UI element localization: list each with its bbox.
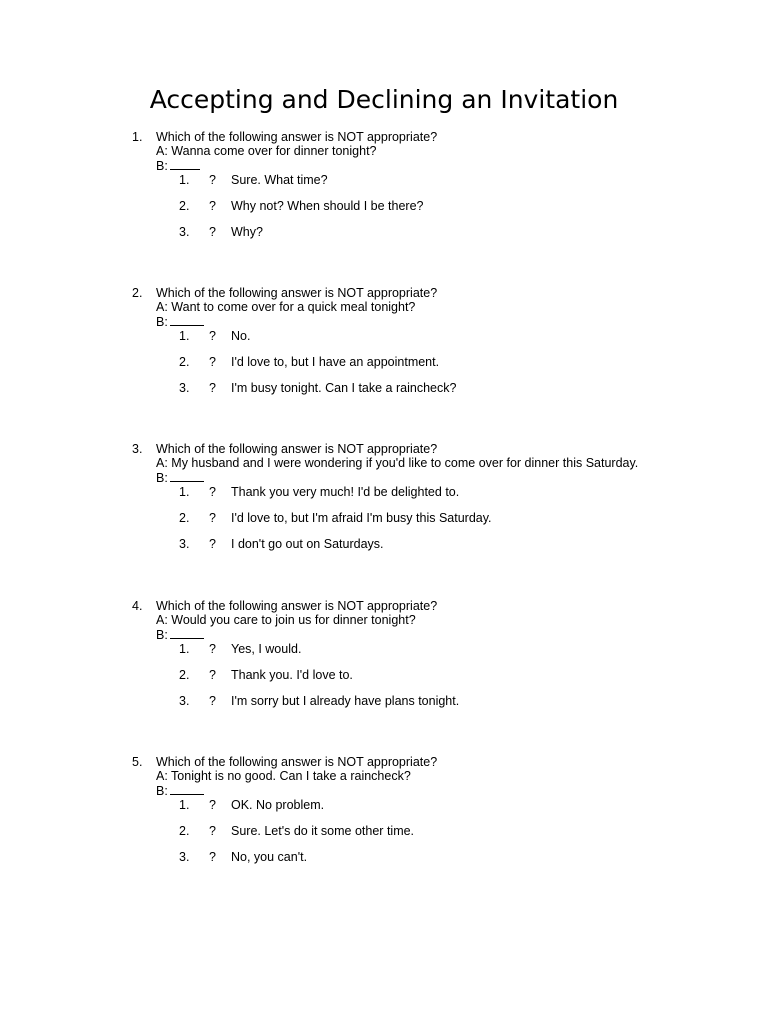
option-text: I'm busy tonight. Can I take a raincheck?: [231, 381, 457, 395]
speaker-a-line: A: Would you care to join us for dinner tonight?: [156, 613, 416, 627]
answer-blank[interactable]: [170, 158, 200, 170]
question-1: [0, 130, 768, 280]
option-marker: ?: [209, 511, 216, 525]
answer-option[interactable]: [0, 798, 768, 814]
answer-option[interactable]: [0, 225, 768, 241]
speaker-b-line: [156, 314, 204, 329]
option-marker: ?: [209, 329, 216, 343]
speaker-b-label: B:: [156, 159, 168, 173]
speaker-b-label: B:: [156, 315, 168, 329]
answer-option[interactable]: [0, 329, 768, 345]
answer-option[interactable]: [0, 537, 768, 553]
question-number: 2.: [132, 286, 143, 300]
speaker-b-label: B:: [156, 628, 168, 642]
option-text: Thank you. I'd love to.: [231, 668, 353, 682]
option-marker: ?: [209, 225, 216, 239]
speaker-a-line: A: Tonight is no good. Can I take a raincheck?: [156, 769, 411, 783]
option-marker: ?: [209, 668, 216, 682]
speaker-a-line: A: My husband and I were wondering if you'd like to come over for dinner this Saturday.: [156, 456, 639, 470]
option-number: 1.: [179, 798, 190, 812]
option-number: 2.: [179, 199, 190, 213]
option-number: 3.: [179, 225, 190, 239]
speaker-b-label: B:: [156, 471, 168, 485]
speaker-b-line: [156, 470, 204, 485]
option-number: 2.: [179, 668, 190, 682]
option-text: Sure. What time?: [231, 173, 328, 187]
question-3: [0, 442, 768, 592]
question-prompt: Which of the following answer is NOT appropriate?: [156, 286, 438, 300]
option-number: 2.: [179, 355, 190, 369]
option-number: 3.: [179, 381, 190, 395]
option-marker: ?: [209, 537, 216, 551]
answer-blank[interactable]: [170, 783, 204, 795]
option-marker: ?: [209, 798, 216, 812]
option-text: No, you can't.: [231, 850, 308, 864]
question-number: 3.: [132, 442, 143, 456]
speaker-a-line: A: Wanna come over for dinner tonight?: [156, 144, 377, 158]
question-prompt: Which of the following answer is NOT appropriate?: [156, 130, 438, 144]
question-number: 4.: [132, 599, 143, 613]
speaker-b-line: [156, 158, 200, 173]
speaker-b-line: [156, 627, 204, 642]
option-number: 1.: [179, 329, 190, 343]
answer-option[interactable]: [0, 381, 768, 397]
option-text: Sure. Let's do it some other time.: [231, 824, 415, 838]
option-text: I'd love to, but I'm afraid I'm busy this Saturday.: [231, 511, 492, 525]
speaker-b-label: B:: [156, 784, 168, 798]
answer-option[interactable]: [0, 355, 768, 371]
option-number: 2.: [179, 824, 190, 838]
option-text: I don't go out on Saturdays.: [231, 537, 384, 551]
option-number: 2.: [179, 511, 190, 525]
option-text: I'd love to, but I have an appointment.: [231, 355, 440, 369]
question-prompt: Which of the following answer is NOT appropriate?: [156, 755, 438, 769]
option-text: Why not? When should I be there?: [231, 199, 424, 213]
option-marker: ?: [209, 173, 216, 187]
option-number: 3.: [179, 850, 190, 864]
page-title: Accepting and Declining an Invitation: [149, 85, 619, 114]
answer-option[interactable]: [0, 642, 768, 658]
answer-option[interactable]: [0, 199, 768, 215]
speaker-b-line: [156, 783, 204, 798]
option-marker: ?: [209, 355, 216, 369]
option-number: 1.: [179, 173, 190, 187]
option-text: OK. No problem.: [231, 798, 325, 812]
option-text: Why?: [231, 225, 263, 239]
answer-option[interactable]: [0, 694, 768, 710]
option-marker: ?: [209, 642, 216, 656]
option-marker: ?: [209, 824, 216, 838]
option-marker: ?: [209, 485, 216, 499]
option-number: 1.: [179, 485, 190, 499]
answer-option[interactable]: [0, 850, 768, 866]
speaker-a-line: A: Want to come over for a quick meal tonight?: [156, 300, 416, 314]
option-number: 3.: [179, 537, 190, 551]
option-marker: ?: [209, 381, 216, 395]
option-marker: ?: [209, 850, 216, 864]
answer-option[interactable]: [0, 485, 768, 501]
question-prompt: Which of the following answer is NOT appropriate?: [156, 599, 438, 613]
answer-option[interactable]: [0, 668, 768, 684]
answer-blank[interactable]: [170, 314, 204, 326]
question-number: 1.: [132, 130, 143, 144]
answer-blank[interactable]: [170, 627, 204, 639]
option-number: 3.: [179, 694, 190, 708]
option-text: No.: [231, 329, 251, 343]
option-number: 1.: [179, 642, 190, 656]
answer-option[interactable]: [0, 824, 768, 840]
option-text: I'm sorry but I already have plans tonight.: [231, 694, 460, 708]
answer-blank[interactable]: [170, 470, 204, 482]
option-marker: ?: [209, 694, 216, 708]
question-prompt: Which of the following answer is NOT appropriate?: [156, 442, 438, 456]
question-number: 5.: [132, 755, 143, 769]
question-2: [0, 286, 768, 436]
option-text: Yes, I would.: [231, 642, 302, 656]
answer-option[interactable]: [0, 511, 768, 527]
option-text: Thank you very much! I'd be delighted to.: [231, 485, 460, 499]
option-marker: ?: [209, 199, 216, 213]
question-4: [0, 599, 768, 749]
question-5: [0, 755, 768, 905]
answer-option[interactable]: [0, 173, 768, 189]
